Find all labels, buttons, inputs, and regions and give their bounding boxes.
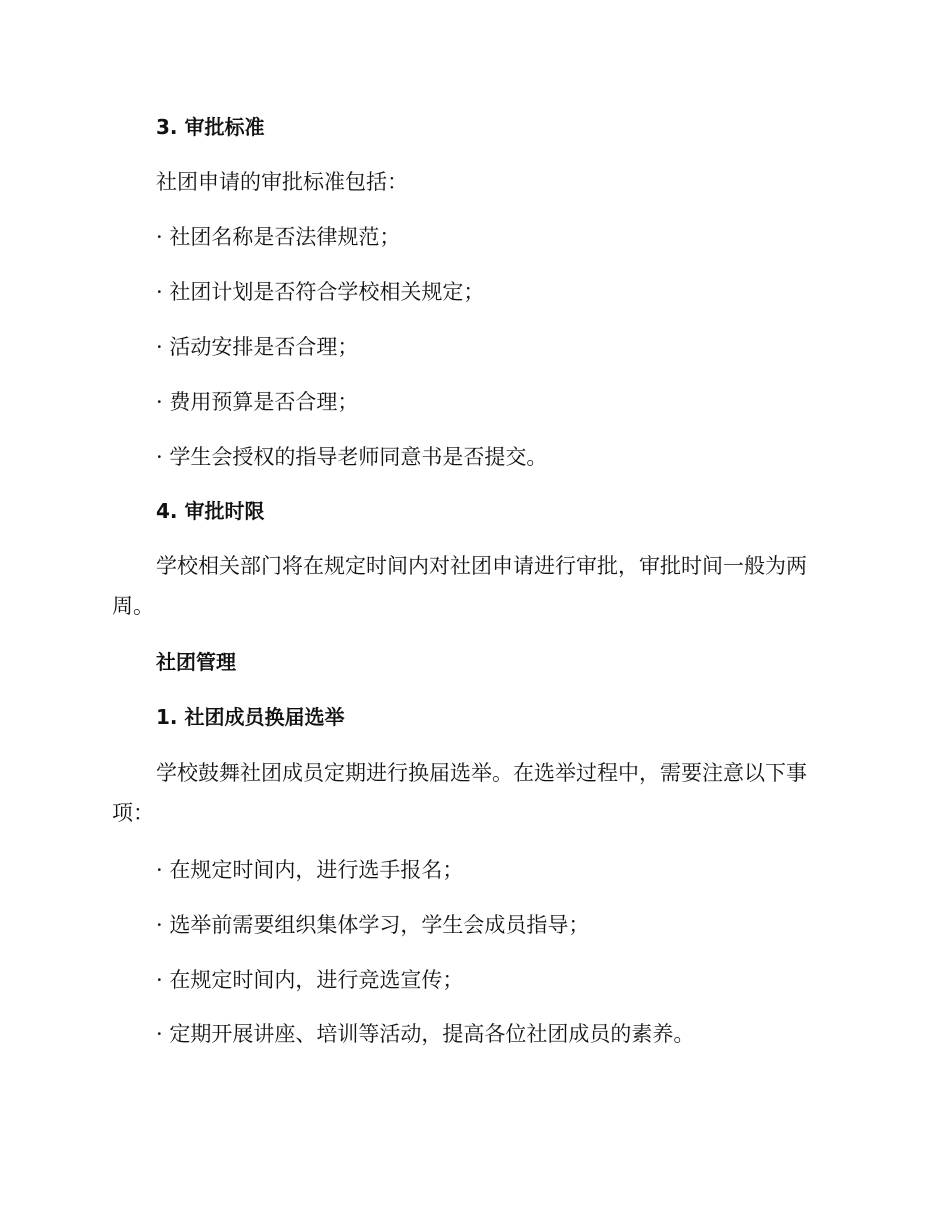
list-item-standard-4: · 费用预算是否合理； [156,390,359,414]
list-item-standard-3: · 活动安排是否合理； [156,335,359,359]
heading-approval-standard: 3. 审批标准 [156,115,265,139]
list-item-standard-2: · 社团计划是否符合学校相关规定； [156,280,485,304]
list-item-election-1: · 在规定时间内，进行选手报名； [156,858,464,882]
list-item-election-2: · 选举前需要组织集体学习，学生会成员指导； [156,913,590,937]
intro-approval-standard: 社团申请的审批标准包括： [156,170,408,194]
list-item-standard-5: · 学生会授权的指导老师同意书是否提交。 [156,445,548,469]
list-item-election-3: · 在规定时间内，进行竞选宣传； [156,968,464,992]
heading-approval-time: 4. 审批时限 [156,499,265,523]
list-item-standard-1: · 社团名称是否法律规范； [156,225,401,249]
list-item-election-4: · 定期开展讲座、培训等活动，提高各位社团成员的素养。 [156,1022,695,1046]
paragraph-election: 学校鼓舞社团成员定期进行换届选举。在选举过程中，需要注意以下事项： [112,761,807,825]
heading-member-election: 1. 社团成员换届选举 [156,705,345,729]
paragraph-approval-time: 学校相关部门将在规定时间内对社团申请进行审批，审批时间一般为两周。 [112,554,807,618]
heading-club-management: 社团管理 [156,650,236,674]
